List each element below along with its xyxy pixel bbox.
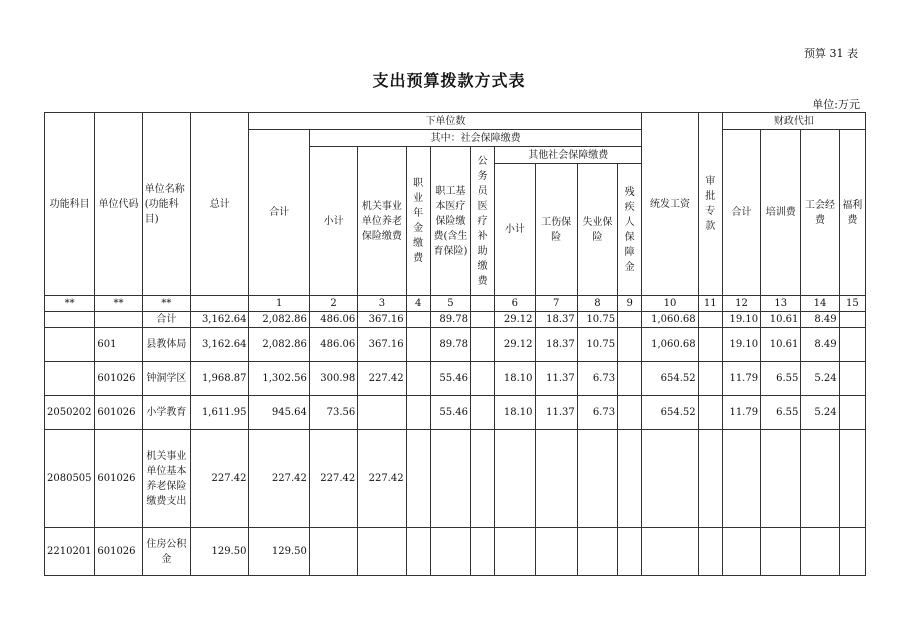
table-cell: 1,060.68	[642, 328, 698, 362]
table-cell	[430, 528, 470, 576]
header-medical: 职工基本医疗保险缴费(含生育保险)	[430, 147, 470, 296]
table-cell	[471, 328, 495, 362]
table-cell: 654.52	[642, 362, 698, 396]
table-cell: 6.55	[761, 362, 801, 396]
table-cell: 2050202	[45, 396, 95, 430]
table-cell: 29.12	[495, 312, 535, 328]
table-cell	[358, 528, 406, 576]
table-row	[45, 528, 866, 576]
table-cell	[577, 528, 617, 576]
header-civil-medical: 公务员医疗补助缴费	[471, 147, 495, 296]
table-cell	[618, 312, 642, 328]
table-cell	[839, 396, 865, 430]
table-cell: 县教体局	[142, 328, 190, 362]
header-fin-agent: 财政代扣	[722, 113, 865, 130]
index-cell: 12	[722, 296, 760, 312]
table-cell: 129.50	[249, 528, 309, 576]
table-cell	[45, 312, 95, 328]
header-unemployment: 失业保险	[577, 164, 617, 296]
table-cell	[642, 528, 698, 576]
table-cell: 10.61	[761, 312, 801, 328]
index-cell: 6	[495, 296, 535, 312]
table-body	[45, 312, 866, 576]
table-cell	[698, 312, 722, 328]
index-cell: 11	[698, 296, 722, 312]
table-cell: 18.10	[495, 362, 535, 396]
index-cell: 14	[801, 296, 839, 312]
table-cell: 10.75	[577, 328, 617, 362]
header-training: 培训费	[761, 130, 801, 296]
table-cell	[839, 528, 865, 576]
table-cell: 945.64	[249, 396, 309, 430]
table-cell: 18.10	[495, 396, 535, 430]
table-cell: 19.10	[722, 328, 760, 362]
table-cell	[535, 430, 577, 528]
table-cell	[839, 328, 865, 362]
header-disabled: 残疾人保障金	[618, 164, 642, 296]
table-cell: 1,968.87	[191, 362, 249, 396]
table-cell: 2080505	[45, 430, 95, 528]
table-cell: 227.42	[249, 430, 309, 528]
header-func-subject: 功能科目	[45, 113, 95, 296]
table-row	[45, 362, 866, 396]
table-cell	[839, 430, 865, 528]
index-cell: 9	[618, 296, 642, 312]
index-cell: **	[95, 296, 142, 312]
header-fin-heji: 合计	[722, 130, 760, 296]
table-cell: 6.73	[577, 396, 617, 430]
header-salary: 统发工资	[642, 113, 698, 296]
table-cell	[95, 312, 142, 328]
header-pension: 机关事业单位养老保险缴费	[358, 147, 406, 296]
unit-label: 单位:万元	[812, 98, 860, 111]
table-cell: 367.16	[358, 312, 406, 328]
table-cell: 18.37	[535, 312, 577, 328]
table-cell: 5.24	[801, 396, 839, 430]
table-cell: 8.49	[801, 312, 839, 328]
table-cell: 55.46	[430, 362, 470, 396]
table-cell: 367.16	[358, 328, 406, 362]
table-cell: 1,060.68	[642, 312, 698, 328]
table-cell	[406, 528, 430, 576]
index-cell: 3	[358, 296, 406, 312]
table-cell: 钟洞学区	[142, 362, 190, 396]
table-cell	[577, 430, 617, 528]
table-cell	[471, 362, 495, 396]
table-cell: 300.98	[309, 362, 357, 396]
table-cell	[45, 328, 95, 362]
table-cell: 11.37	[535, 362, 577, 396]
header-union: 工会经费	[801, 130, 839, 296]
table-cell	[839, 312, 865, 328]
header-welfare: 福利费	[839, 130, 865, 296]
table-row	[45, 430, 866, 528]
table-cell	[761, 430, 801, 528]
header-social-sec: 其中：社会保障缴费	[309, 130, 641, 147]
table-cell: 486.06	[309, 328, 357, 362]
header-lower-contrib: 下单位数	[249, 113, 642, 130]
table-cell: 2,082.86	[249, 328, 309, 362]
index-cell: 4	[406, 296, 430, 312]
header-other-xiaoji: 小计	[495, 164, 535, 296]
table-cell: 227.42	[358, 362, 406, 396]
table-cell: 6.73	[577, 362, 617, 396]
table-cell: 3,162.64	[191, 312, 249, 328]
table-cell: 29.12	[495, 328, 535, 362]
table-cell	[722, 528, 760, 576]
table-cell	[495, 430, 535, 528]
table-cell	[618, 430, 642, 528]
table-cell	[471, 430, 495, 528]
header-xiaoji: 小计	[309, 147, 357, 296]
table-cell: 89.78	[430, 328, 470, 362]
index-cell: 8	[577, 296, 617, 312]
page-title: 支出预算拨款方式表	[372, 71, 526, 90]
table-cell	[406, 362, 430, 396]
index-cell: **	[45, 296, 95, 312]
index-cell	[471, 296, 495, 312]
table-cell: 1,302.56	[249, 362, 309, 396]
table-cell: 10.75	[577, 312, 617, 328]
table-cell	[471, 396, 495, 430]
table-cell: 227.42	[309, 430, 357, 528]
table-cell: 19.10	[722, 312, 760, 328]
table-row	[45, 312, 866, 328]
table-cell	[618, 362, 642, 396]
table-cell: 18.37	[535, 328, 577, 362]
index-cell: 1	[249, 296, 309, 312]
table-cell: 3,162.64	[191, 328, 249, 362]
header-other-social: 其他社会保障缴费	[495, 147, 642, 164]
table-cell: 654.52	[642, 396, 698, 430]
table-cell: 486.06	[309, 312, 357, 328]
index-cell: **	[142, 296, 190, 312]
table-cell: 11.37	[535, 396, 577, 430]
table-cell	[618, 528, 642, 576]
index-cell: 13	[761, 296, 801, 312]
table-cell: 601026	[95, 362, 142, 396]
index-cell: 15	[839, 296, 865, 312]
table-row	[45, 396, 866, 430]
table-cell	[309, 528, 357, 576]
table-cell: 2210201	[45, 528, 95, 576]
header-special: 审批专款	[698, 113, 722, 296]
table-cell	[642, 430, 698, 528]
header-total: 总计	[191, 113, 249, 296]
table-cell	[698, 430, 722, 528]
header-annuity: 职业年金缴费	[406, 147, 430, 296]
table-cell	[45, 362, 95, 396]
table-cell: 601	[95, 328, 142, 362]
table-cell: 合计	[142, 312, 190, 328]
table-cell: 11.79	[722, 362, 760, 396]
table-cell	[406, 312, 430, 328]
index-cell: 7	[535, 296, 577, 312]
table-cell	[471, 312, 495, 328]
table-cell: 55.46	[430, 396, 470, 430]
table-cell: 227.42	[358, 430, 406, 528]
table-cell: 6.55	[761, 396, 801, 430]
table-cell	[839, 362, 865, 396]
table-cell: 73.56	[309, 396, 357, 430]
table-cell	[618, 396, 642, 430]
index-cell	[191, 296, 249, 312]
index-cell: 5	[430, 296, 470, 312]
table-cell	[722, 430, 760, 528]
table-cell	[535, 528, 577, 576]
table-cell: 11.79	[722, 396, 760, 430]
header-unit-name: 单位名称(功能科目)	[142, 113, 190, 296]
table-cell	[698, 396, 722, 430]
table-cell	[801, 528, 839, 576]
table-cell	[430, 430, 470, 528]
index-row	[45, 296, 866, 312]
table-cell: 601026	[95, 430, 142, 528]
table-cell: 小学教育	[142, 396, 190, 430]
table-cell	[698, 328, 722, 362]
index-cell: 2	[309, 296, 357, 312]
header-injury: 工伤保险	[535, 164, 577, 296]
header-heji: 合计	[249, 130, 309, 296]
table-cell: 机关事业单位基本养老保险缴费支出	[142, 430, 190, 528]
table-cell: 8.49	[801, 328, 839, 362]
table-cell	[761, 528, 801, 576]
table-cell: 住房公积金	[142, 528, 190, 576]
table-cell: 1,611.95	[191, 396, 249, 430]
table-number: 预算 31 表	[804, 47, 858, 60]
table-cell	[406, 430, 430, 528]
budget-table	[44, 112, 866, 576]
table-cell	[801, 430, 839, 528]
table-cell: 129.50	[191, 528, 249, 576]
table-cell	[698, 528, 722, 576]
table-cell	[358, 396, 406, 430]
table-cell: 601026	[95, 528, 142, 576]
table-cell	[698, 362, 722, 396]
table-cell	[406, 396, 430, 430]
table-cell	[406, 328, 430, 362]
table-cell	[471, 528, 495, 576]
table-cell: 5.24	[801, 362, 839, 396]
table-row	[45, 328, 866, 362]
table-cell: 2,082.86	[249, 312, 309, 328]
header-unit-code: 单位代码	[95, 113, 142, 296]
table-cell	[495, 528, 535, 576]
table-cell: 227.42	[191, 430, 249, 528]
table-cell	[618, 328, 642, 362]
table-cell: 10.61	[761, 328, 801, 362]
table-cell: 89.78	[430, 312, 470, 328]
index-cell: 10	[642, 296, 698, 312]
table-cell: 601026	[95, 396, 142, 430]
